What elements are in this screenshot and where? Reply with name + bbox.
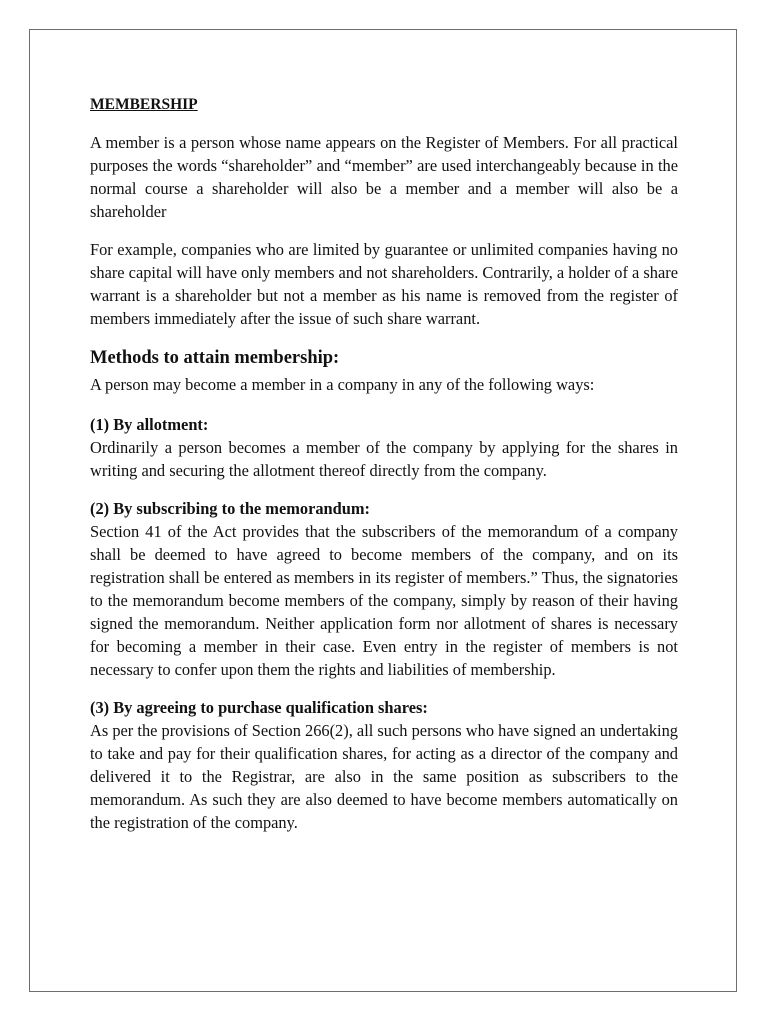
method-heading: (2) By subscribing to the memorandum:	[90, 499, 371, 518]
method-heading: (1) By allotment:	[90, 415, 209, 434]
method-body: Section 41 of the Act provides that the subscribers of the memorandum of a company shall be deemed to have agreed to become members of the company, and on its registration shall be entered as members in its register of members.” Thus, the signatories to the memorandum become members of the company, simply by reason of their having signed the memorandum. Neither application form nor allotment of shares is necessary for becoming a member in their case. Even entry in the register of members is not necessary to confer upon them the rights and liabilities of membership.	[90, 522, 678, 679]
method-heading: (3) By agreeing to purchase qualification shares:	[90, 698, 428, 717]
methods-intro: A person may become a member in a company in any of the following ways:	[90, 375, 595, 394]
paragraph-example: For example, companies who are limited by guarantee or unlimited companies having no share capital will have only members and not shareholders. Contrarily, a holder of a share warrant is a shareholder but not a member as his name is removed from the register of members immediately after the issue of such share warrant.	[90, 240, 678, 328]
methods-heading: Methods to attain membership:	[90, 348, 340, 368]
method-qualification-shares	[90, 696, 678, 834]
method-memorandum	[90, 497, 678, 681]
document-title: MEMBERSHIP	[90, 96, 198, 113]
paragraph-definition: A member is a person whose name appears on the Register of Members. For all practical purposes the words “shareholder” and “member” are used interchangeably because in the normal course a shareholder will also be a member and a member will also be a shareholder	[90, 133, 678, 221]
document-body	[90, 95, 678, 849]
method-body: As per the provisions of Section 266(2), all such persons who have signed an undertaking to take and pay for their qualification shares, for acting as a director of the company and delivered it to the Registrar, are also in the same position as subscribers to the memorandum. As such they are also deemed to have become members automatically on the registration of the company.	[90, 721, 678, 832]
method-allotment	[90, 413, 678, 482]
method-body: Ordinarily a person becomes a member of the company by applying for the shares in writing and securing the allotment thereof directly from the company.	[90, 438, 678, 480]
